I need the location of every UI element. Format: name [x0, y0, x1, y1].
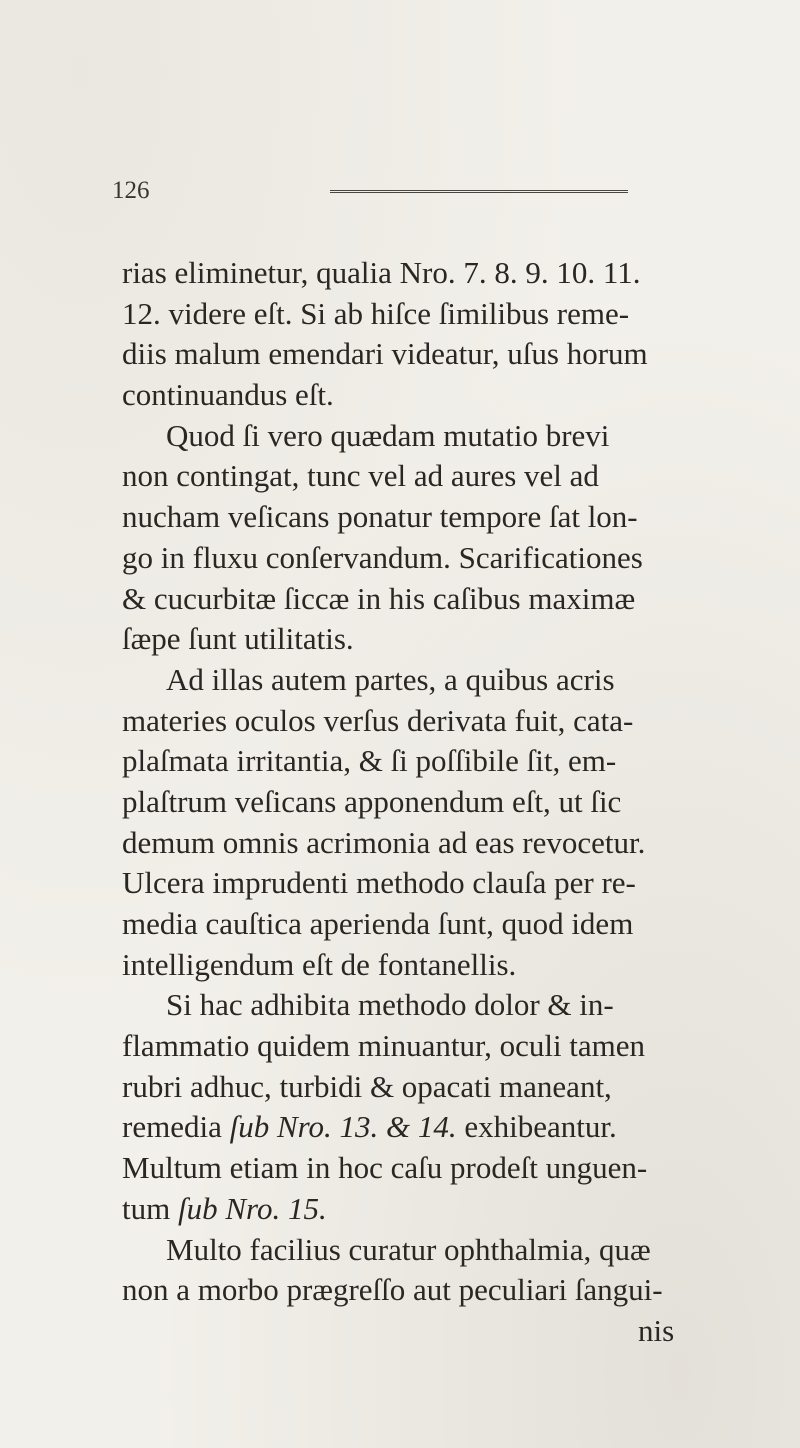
text-line: demum omnis acrimonia ad eas revocetur. [122, 824, 646, 860]
text-line [122, 1107, 712, 1148]
text-line: plaſmata irritantia, & ſi poſſibile ſit, em- [122, 743, 617, 779]
text-line: rias eliminetur, qualia Nro. 7. 8. 9. 10. 11. [122, 255, 641, 290]
text-line: go in fluxu conſervandum. Scarificationes [122, 539, 643, 575]
italic-reference: ſub Nro. 15. [177, 1190, 327, 1226]
text-line: intelligendum eſt de fontanellis. [122, 946, 517, 982]
text-line: flammatio quidem minuantur, oculi tamen [122, 1028, 646, 1064]
text-line: non contingat, tunc vel ad aures vel ad [122, 458, 599, 494]
catchword: nis [638, 1312, 675, 1348]
text-line: & cucurbitæ ſiccæ in his caſibus maximæ [122, 580, 636, 616]
text-line: ſæpe ſunt utilitatis. [122, 621, 354, 657]
text-line: rubri adhuc, turbidi & opacati maneant, [122, 1068, 612, 1104]
text-line: diis malum emendari videatur, uſus horum [122, 336, 648, 372]
text-line: media cauſtica aperienda ſunt, quod idem [122, 906, 634, 941]
text-line: Ad illas autem partes, a quibus acris [166, 661, 615, 697]
header-rule [330, 190, 628, 193]
text-line: Si hac adhibita methodo dolor & in- [166, 987, 614, 1023]
text-line: Quod ſi vero quædam mutatio brevi [166, 417, 610, 453]
text-segment: remedia [122, 1109, 230, 1145]
text-segment: tum [122, 1190, 178, 1226]
text-line: 12. videre eſt. Si ab hiſce ſimilibus reme- [122, 295, 630, 331]
page-header [112, 177, 712, 217]
text-line: non a morbo prægreſſo aut peculiari ſangui- [122, 1272, 663, 1308]
text-line: materies oculos verſus derivata fuit, cata- [122, 702, 634, 738]
text-line [122, 1189, 712, 1230]
text-line: Multo facilius curatur ophthalmia, quæ [166, 1231, 651, 1267]
text-line: plaſtrum veſicans apponendum eſt, ut ſic [122, 783, 622, 819]
text-body [122, 253, 712, 1352]
italic-reference: ſub Nro. 13. & 14. [229, 1109, 457, 1145]
text-line: Ulcera imprudenti methodo clauſa per re- [122, 865, 636, 901]
text-segment: exhibeantur. [456, 1109, 617, 1145]
text-line: Multum etiam in hoc caſu prodeſt unguen- [122, 1150, 648, 1186]
text-line: nucham veſicans ponatur tempore ſat lon- [122, 499, 638, 535]
page-number: 126 [112, 177, 150, 204]
text-line: continuandus eſt. [122, 377, 334, 413]
